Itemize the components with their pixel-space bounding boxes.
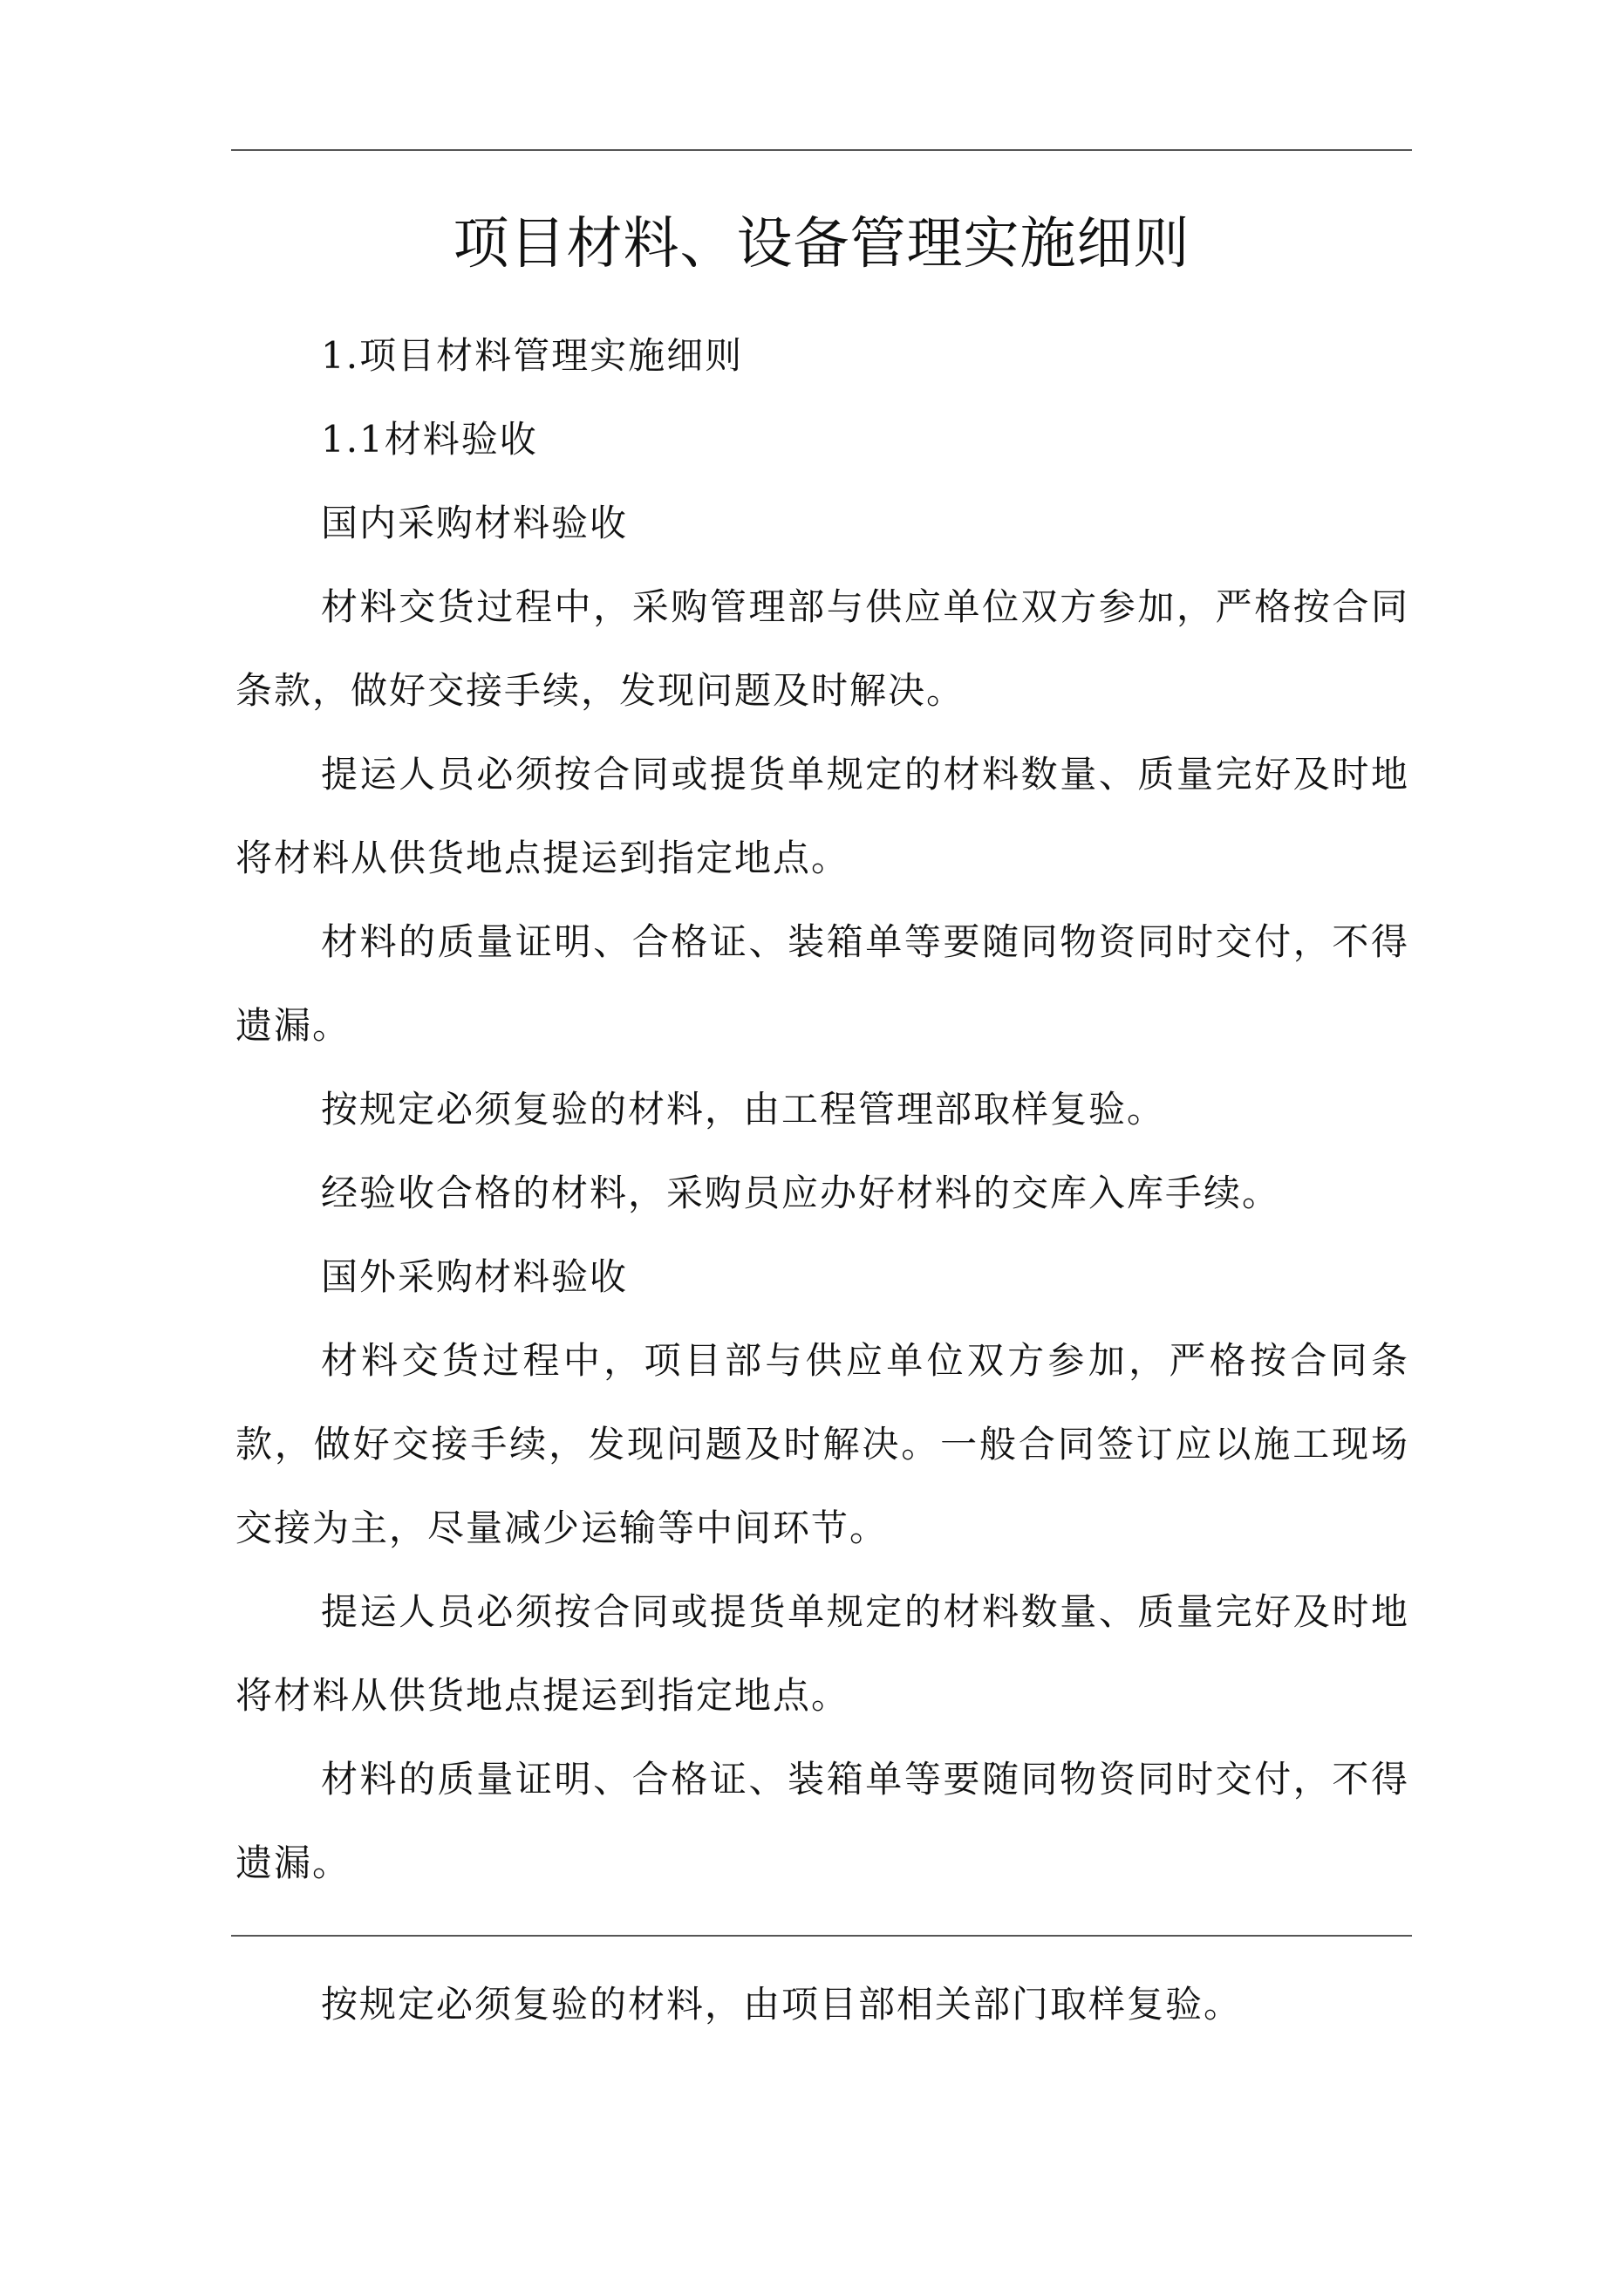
paragraph: 提运人员必须按合同或提货单规定的材料数量、质量完好及时地将材料从供货地点提运到指定地点。 <box>235 753 1409 879</box>
paragraph: 材料交货过程中，采购管理部与供应单位双方参加，严格按合同条款，做好交接手续，发现问题及时解决。 <box>235 585 1409 712</box>
paragraph: 按规定必须复验的材料，由工程管理部取样复验。 <box>321 1088 1166 1131</box>
document-title: 项目材料、设备管理实施细则 <box>453 212 1190 277</box>
heading-section-1: 1.项目材料管理实施细则 <box>321 334 744 377</box>
heading-section-1-1: 1.1材料验收 <box>321 418 538 461</box>
next-page-body <box>235 1963 1409 2047</box>
paragraph: 材料交货过程中，项目部与供应单位双方参加，严格按合同条款，做好交接手续，发现问题及时解决。一般合同签订应以施工现场交接为主，尽量减少运输等中间环节。 <box>235 1339 1409 1549</box>
paragraph: 经验收合格的材料，采购员应办好材料的交库入库手续。 <box>321 1172 1281 1214</box>
paragraph: 按规定必须复验的材料，由项目部相关部门取样复验。 <box>321 1983 1243 2026</box>
paragraph: 材料的质量证明、合格证、装箱单等要随同物资同时交付，不得遗漏。 <box>235 920 1409 1047</box>
paragraph: 材料的质量证明、合格证、装箱单等要随同物资同时交付，不得遗漏。 <box>235 1758 1409 1884</box>
paragraph: 提运人员必须按合同或提货单规定的材料数量、质量完好及时地将材料从供货地点提运到指定地点。 <box>235 1590 1409 1717</box>
header-rule <box>231 149 1412 151</box>
page-break-rule <box>231 1935 1412 1937</box>
subheading-foreign: 国外采购材料验收 <box>321 1255 629 1298</box>
document-body <box>235 314 1409 1905</box>
subheading-domestic: 国内采购材料验收 <box>321 502 629 544</box>
